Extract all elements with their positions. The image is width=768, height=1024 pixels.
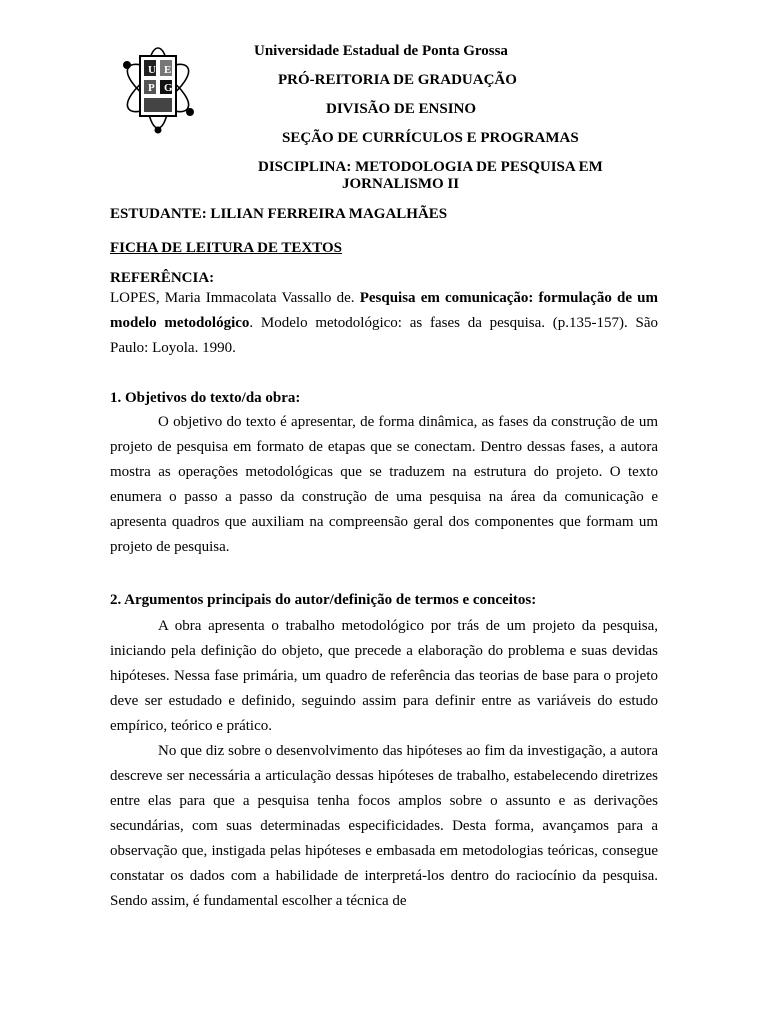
section2-heading: 2. Argumentos principais do autor/definição de termos e conceitos: bbox=[110, 592, 537, 608]
section1-body bbox=[110, 410, 658, 560]
svg-text:E: E bbox=[164, 64, 172, 76]
section2-paragraph-2: No que diz sobre o desenvolvimento das hipóteses ao fim da investigação, a autora descreve ser necessária a articulação dessas hipóteses de trabalho, estabelecendo diretrizes entre elas para que a pesquisa tenha focos amplos sobre o assunto e as derivações secundárias, com suas determinadas especificidades. Desta forma, avançamos para a observação que, instigada pelas hipóteses e embasada em metodologias teóricas, consegue constatar os dados com a habilidade de interpretá-los dentro do raciocínio da pesquisa. Sendo assim, é fundamental escolher a técnica de bbox=[110, 743, 658, 909]
discipline-line-1: DISCIPLINA: METODOLOGIA DE PESQUISA EM bbox=[258, 159, 603, 175]
reference-author: LOPES, Maria Immacolata Vassallo de. bbox=[110, 290, 360, 306]
prorectory-title: PRÓ-REITORIA DE GRADUAÇÃO bbox=[278, 72, 517, 88]
svg-text:G: G bbox=[164, 82, 173, 94]
section2-paragraph-1: A obra apresenta o trabalho metodológico por trás de um projeto da pesquisa, iniciando pela definição do objeto, que precede a elaboração do problema e suas devidas hipóteses. Nessa fase primária, um quadro de referência das teorias de base para o projeto deve ser estudado e definido, seguindo assim para definir entre as variáveis do estudo empírico, teórico e prático. bbox=[110, 618, 658, 734]
university-atom-logo-icon bbox=[118, 38, 198, 136]
reference-title: Pesquisa em comunicação: formulação de um modelo metodológico bbox=[110, 290, 658, 331]
section-title: SEÇÃO DE CURRÍCULOS E PROGRAMAS bbox=[282, 130, 579, 146]
svg-text:P: P bbox=[148, 82, 155, 94]
university-name: Universidade Estadual de Ponta Grossa bbox=[254, 43, 508, 59]
reference-heading: REFERÊNCIA: bbox=[110, 270, 215, 286]
discipline-line-2: JORNALISMO II bbox=[342, 176, 460, 192]
svg-text:U: U bbox=[148, 64, 156, 76]
section2-body bbox=[110, 614, 658, 914]
section1-heading: 1. Objetivos do texto/da obra: bbox=[110, 390, 301, 406]
section1-paragraph: O objetivo do texto é apresentar, de forma dinâmica, as fases da construção de um projeto de pesquisa em formato de etapas que se conectam. Dentro dessas fases, a autora mostra as operações metodológicas que se traduzem na estrutura do projeto. O texto enumera o passo a passo da construção de uma pesquisa na área da comunicação e apresenta quadros que auxiliam na compreensão geral dos componentes que formam um projeto de pesquisa. bbox=[110, 414, 658, 555]
student-name: ESTUDANTE: LILIAN FERREIRA MAGALHÃES bbox=[110, 206, 448, 222]
division-title: DIVISÃO DE ENSINO bbox=[326, 101, 477, 117]
reference-rest: . Modelo metodológico: as fases da pesquisa. (p.135-157). São Paulo: Loyola. 1990. bbox=[110, 315, 658, 356]
sheet-title: FICHA DE LEITURA DE TEXTOS bbox=[110, 240, 343, 256]
reference-citation bbox=[110, 286, 658, 361]
